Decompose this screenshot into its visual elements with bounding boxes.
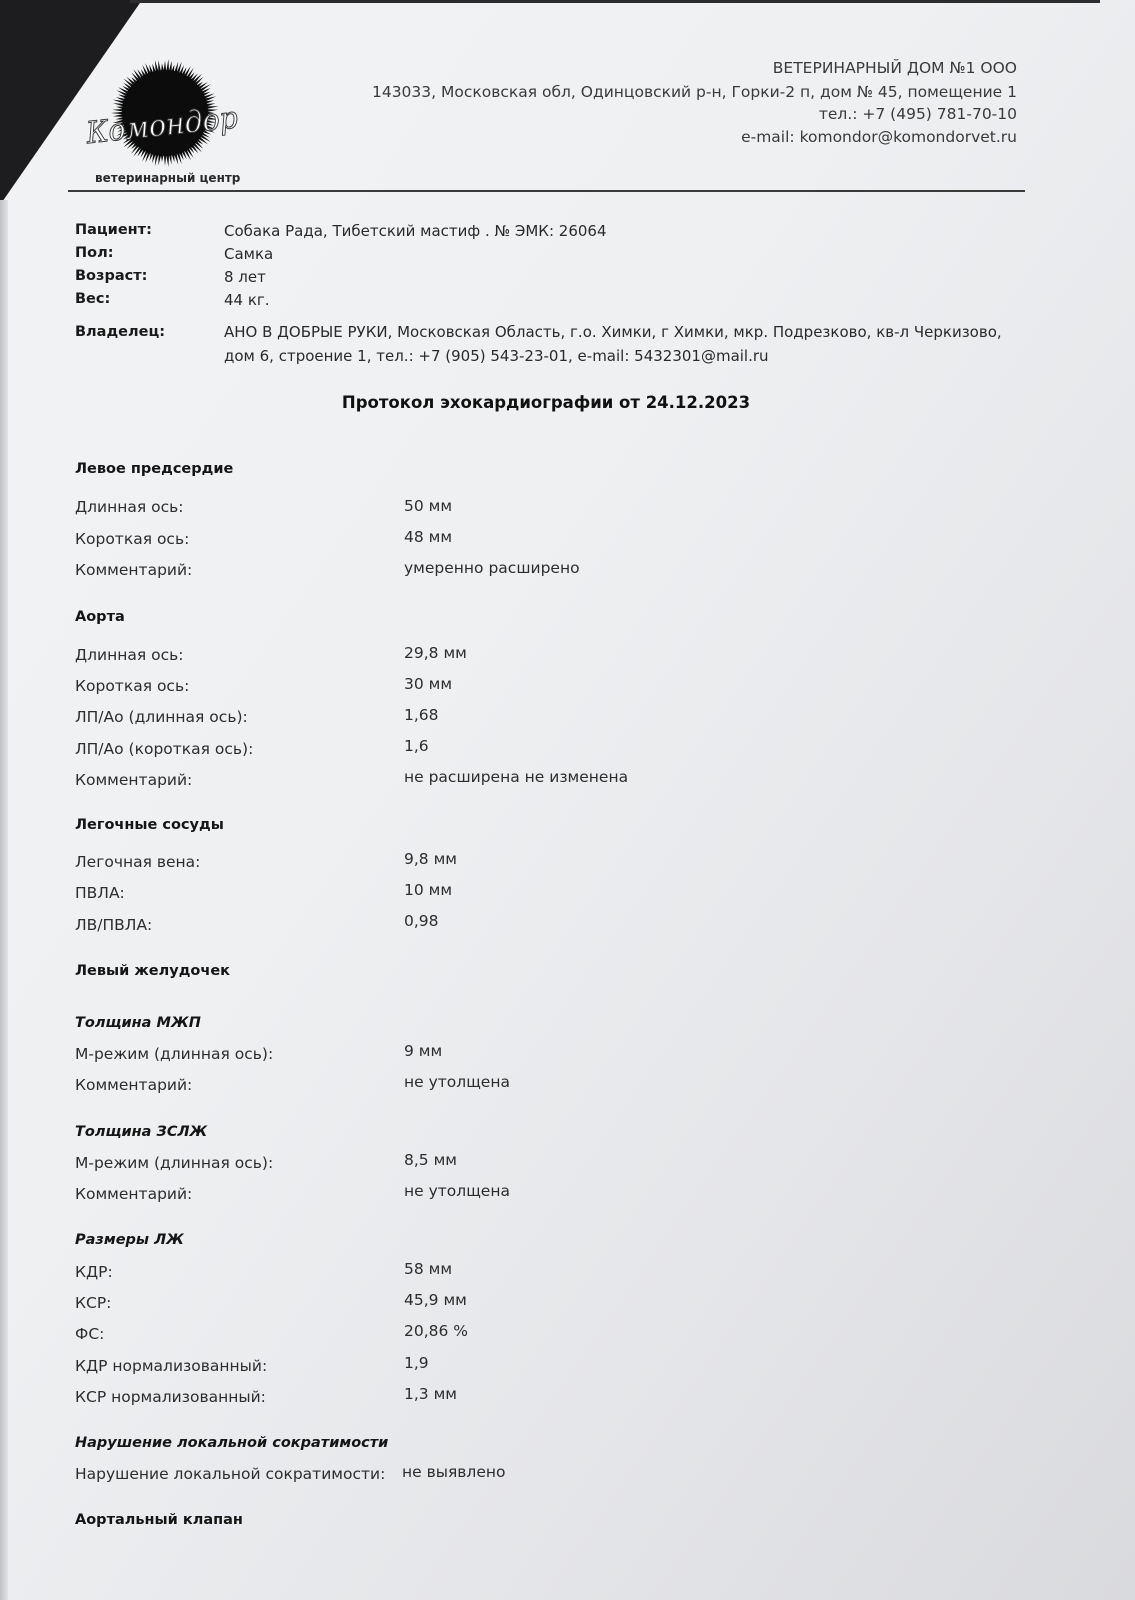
owner-value-line: дом 6, строение 1, тел.: +7 (905) 543-23-01, e-mail: 5432301@mail.ru xyxy=(224,347,769,365)
patient-label: Пациент: xyxy=(75,222,152,238)
measurement-value: не расширена не изменена xyxy=(404,768,629,786)
subsection-heading-lvpw-thickness: Толщина ЗСЛЖ xyxy=(75,1124,208,1140)
measurement-label: ФС: xyxy=(75,1325,105,1343)
measurement-value: 1,9 xyxy=(404,1354,429,1372)
measurement-value: 1,3 мм xyxy=(404,1385,457,1403)
report-title: Протокол эхокардиографии от 24.12.2023 xyxy=(341,393,751,412)
owner-value-line: АНО В ДОБРЫЕ РУКИ, Московская Область, г.о. Химки, г Химки, мкр. Подрезково, кв-л Черкизово, xyxy=(224,323,1002,341)
owner-label: Владелец: xyxy=(75,324,166,340)
measurement-value: 10 мм xyxy=(404,881,453,899)
measurement-value: 1,6 xyxy=(404,737,429,755)
measurement-label: ЛВ/ПВЛА: xyxy=(75,916,153,934)
measurement-value: 9,8 мм xyxy=(404,850,457,868)
measurement-label: КДР: xyxy=(75,1263,113,1281)
measurement-value: 48 мм xyxy=(404,528,453,546)
clinic-address: 143033, Московская обл, Одинцовский р-н, Горки-2 п, дом № 45, помещение 1 xyxy=(371,83,1017,101)
sex-value: Самка xyxy=(224,245,274,263)
clinic-email: e-mail: komondor@komondorvet.ru xyxy=(741,128,1017,146)
measurement-label: Легочная вена: xyxy=(75,853,201,871)
header-divider xyxy=(68,190,1025,192)
subsection-heading-regional-wall-motion: Нарушение локальной сократимости xyxy=(75,1435,389,1451)
section-heading-aortic-valve: Аортальный клапан xyxy=(75,1512,243,1528)
measurement-value: 8,5 мм xyxy=(404,1151,457,1169)
measurement-label: Комментарий: xyxy=(75,771,193,789)
paper-top-edge xyxy=(130,0,1100,3)
measurement-label: Длинная ось: xyxy=(75,646,184,664)
weight-label: Вес: xyxy=(75,291,111,307)
measurement-label: КСР нормализованный: xyxy=(75,1388,266,1406)
clinic-logo xyxy=(80,55,255,173)
measurement-value: 9 мм xyxy=(404,1042,443,1060)
section-heading-aorta: Аорта xyxy=(75,609,125,625)
measurement-label: ЛП/Ао (короткая ось): xyxy=(75,740,254,758)
age-label: Возраст: xyxy=(75,268,148,284)
measurement-label: Длинная ось: xyxy=(75,498,184,516)
measurement-label: М-режим (длинная ось): xyxy=(75,1045,274,1063)
measurement-label: КСР: xyxy=(75,1294,112,1312)
measurement-value: не утолщена xyxy=(404,1073,510,1091)
measurement-value: 30 мм xyxy=(404,675,453,693)
age-value: 8 лет xyxy=(224,268,266,286)
measurement-label: Короткая ось: xyxy=(75,530,190,548)
measurement-value: 1,68 xyxy=(404,706,439,724)
measurement-label: Комментарий: xyxy=(75,1076,193,1094)
weight-value: 44 кг. xyxy=(224,291,270,309)
measurement-value: 20,86 % xyxy=(404,1322,469,1340)
clinic-name: ВЕТЕРИНАРНЫЙ ДОМ №1 ООО xyxy=(772,59,1017,77)
clinic-phone: тел.: +7 (495) 781-70-10 xyxy=(818,105,1017,123)
measurement-value: 0,98 xyxy=(404,912,439,930)
measurement-value: не выявлено xyxy=(402,1463,506,1481)
measurement-label: ЛП/Ао (длинная ось): xyxy=(75,708,248,726)
measurement-value: 58 мм xyxy=(404,1260,453,1278)
measurement-value: 50 мм xyxy=(404,497,453,515)
sex-label: Пол: xyxy=(75,245,114,261)
measurement-label: Короткая ось: xyxy=(75,677,190,695)
section-heading-left-ventricle: Левый желудочек xyxy=(75,963,231,979)
subsection-heading-ivs-thickness: Толщина МЖП xyxy=(75,1015,201,1031)
section-heading-left-atrium: Левое предсердие xyxy=(75,461,234,477)
measurement-label: КДР нормализованный: xyxy=(75,1357,268,1375)
measurement-value: умеренно расширено xyxy=(404,559,580,577)
measurement-value: не утолщена xyxy=(404,1182,510,1200)
measurement-value: 45,9 мм xyxy=(404,1291,467,1309)
measurement-label: Комментарий: xyxy=(75,1185,193,1203)
measurement-value: 29,8 мм xyxy=(404,644,467,662)
logo-brand-text: Комондор xyxy=(84,99,248,152)
logo-subtitle: ветеринарный центр xyxy=(95,171,241,185)
measurement-label: Нарушение локальной сократимости: xyxy=(75,1465,386,1483)
measurement-label: М-режим (длинная ось): xyxy=(75,1154,274,1172)
measurement-label: ПВЛА: xyxy=(75,884,125,902)
section-heading-pulmonary-vessels: Легочные сосуды xyxy=(75,817,224,833)
subsection-heading-lv-dimensions: Размеры ЛЖ xyxy=(75,1232,184,1248)
patient-value: Собака Рада, Тибетский мастиф . № ЭМК: 26064 xyxy=(224,222,607,240)
measurement-label: Комментарий: xyxy=(75,561,193,579)
